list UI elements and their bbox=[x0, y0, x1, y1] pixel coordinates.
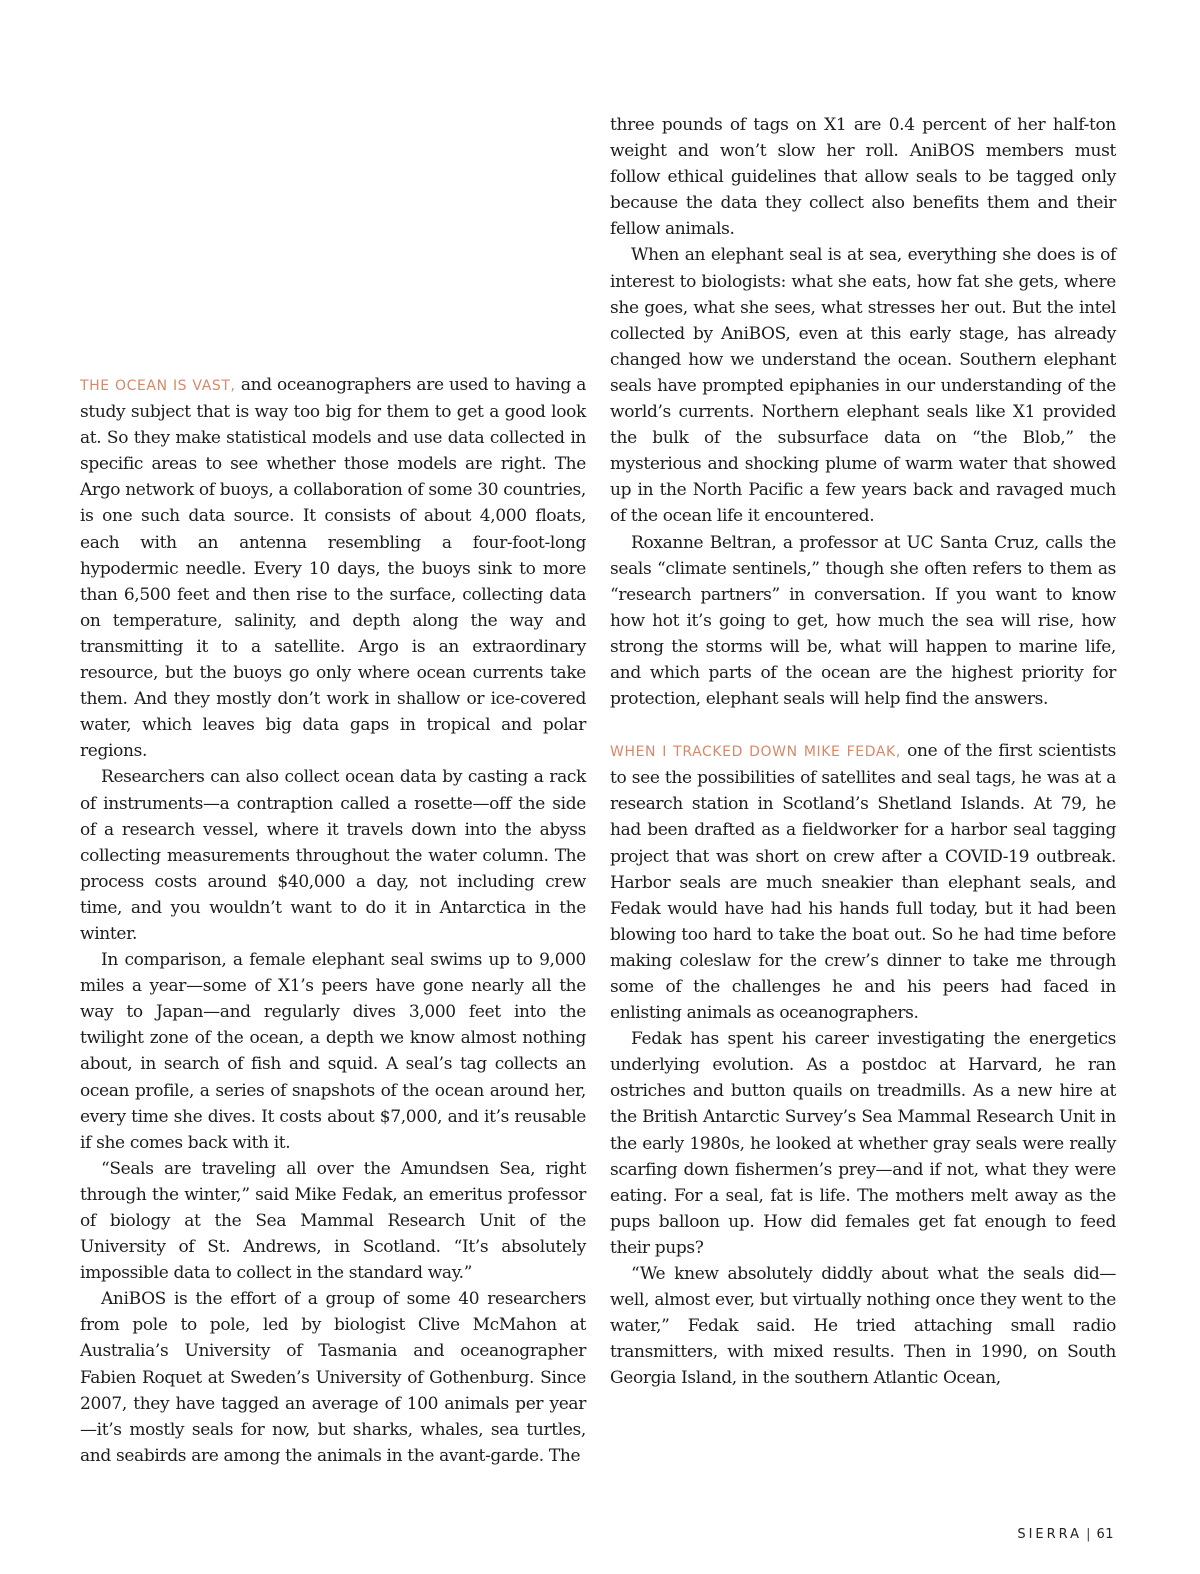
left-column bbox=[80, 372, 586, 1469]
right-column bbox=[610, 112, 1116, 1392]
section-lead-in: THE OCEAN IS VAST, bbox=[80, 378, 236, 394]
paragraph-text: one of the first scientists to see the possibilities of satellites and seal tags, he was at a research station in Scotland’s Shetland Islands. At 79, he had been drafted as a fieldworker for a harbor seal tagging project that was short on crew after a COVID-19 outbreak. Harbor seals are much sneakier than elephant seals, and Fedak would have had his hands full today, but it had been blowing too hard to take the boat out. So he had time before making coleslaw for the crew’s dinner to take me through some of the challenges he and his peers had faced in enlisting animals as oceanographers. bbox=[610, 741, 1116, 1024]
paragraph: three pounds of tags on X1 are 0.4 percent of her half-ton weight and won’t slow her roll. AniBOS members must follow ethical guidelines that allow seals to be tagged only because the data they collect also benefits them and their fellow animals. bbox=[610, 115, 1116, 240]
page-number: 61 bbox=[1096, 1527, 1114, 1542]
paragraph: Roxanne Beltran, a professor at UC Santa Cruz, calls the seals “climate sentinels,” though she often refers to them as “research partners” in conversation. If you want to know how hot it’s going to get, how much the sea will rise, how strong the storms will be, what will happen to marine life, and which parts of the ocean are the highest priority for protection, elephant seals will help find the answers. bbox=[610, 532, 1116, 710]
paragraph: “We knew absolutely diddly about what the seals did—well, almost ever, but virtually nothing once they went to the water,” Fedak said. He tried attaching small radio transmitters, with mixed results. Then in 1990, on South Georgia Island, in the southern Atlantic Ocean, bbox=[610, 1264, 1116, 1389]
paragraph: AniBOS is the effort of a group of some 40 researchers from pole to pole, led by biologist Clive McMahon at Australia’s University of Tasmania and oceanographer Fabien Roquet at Sweden’s University of Gothenburg. Since 2007, they have tagged an average of 100 animals per year—it’s mostly seals for now, but sharks, whales, sea turtles, and seabirds are among the animals in the avant-garde. The bbox=[80, 1289, 586, 1466]
paragraph: When an elephant seal is at sea, everything she does is of interest to biologists: what she eats, how fat she gets, where she goes, what she sees, what stresses her out. But the intel collected by AniBOS, even at this early stage, has already changed how we understand the ocean. Southern elephant seals have prompted epiphanies in our understanding of the world’s currents. Northern elephant seals like X1 provided the bulk of the subsurface data on “the Blob,” the mysterious and shocking plume of warm water that showed up in the North Pacific a few years back and ravaged much of the ocean life it encountered. bbox=[610, 245, 1116, 527]
section-lead-in: WHEN I TRACKED DOWN MIKE FEDAK, bbox=[610, 744, 901, 761]
page-footer bbox=[1017, 1527, 1114, 1542]
paragraph bbox=[610, 738, 1116, 1026]
paragraph: Fedak has spent his career investigating the energetics underlying evolution. As a postdoc at Harvard, he ran ostriches and button quails on treadmills. As a new hire at the British Antarctic Survey’s Sea Mammal Research Unit in the early 1980s, he looked at whether gray seals were really scarfing down fishermen’s prey—and if not, what they were eating. For a seal, fat is life. The mothers melt away as the pups balloon up. How did females get fat enough to feed their pups? bbox=[610, 1029, 1116, 1258]
paragraph: “Seals are traveling all over the Amundsen Sea, right through the winter,” said Mike Fedak, an emeritus professor of biology at the Sea Mammal Research Unit of the University of St. Andrews, in Scotland. “It’s absolutely impossible data to collect in the standard way.” bbox=[80, 1158, 586, 1284]
paragraph bbox=[80, 372, 586, 764]
paragraph: In comparison, a female elephant seal swims up to 9,000 miles a year—some of X1’s peers have gone nearly all the way to Japan—and regularly dives 3,000 feet into the twilight zone of the ocean, a depth we know almost nothing about, in search of fish and squid. A seal’s tag collects an ocean profile, a series of snapshots of the ocean around her, every time she dives. It costs about $7,000, and it’s reusable if she comes back with it. bbox=[80, 950, 586, 1153]
paragraph-text: and oceanographers are used to having a study subject that is way too big for them to get a good look at. So they make statistical models and use data collected in specific areas to see whether those models are right. The Argo network of buoys, a collaboration of some 30 countries, is one such data source. It consists of about 4,000 floats, each with an antenna resembling a four-foot-long hypodermic needle. Every 10 days, the buoys sink to more than 6,500 feet and then rise to the surface, collecting data on temperature, salinity, and depth along the way and transmitting it to a satellite. Argo is an extraordinary resource, but the buoys go only where ocean currents take them. And they mostly don’t work in shallow or ice-covered water, which leaves big data gaps in tropical and polar regions. bbox=[80, 375, 586, 762]
paragraph: Researchers can also collect ocean data by casting a rack of instruments—a contraption called a rosette—off the side of a research vessel, where it travels down into the abyss collecting measurements throughout the water column. The process costs around $40,000 a day, not including crew time, and you wouldn’t want to do it in Antarctica in the winter. bbox=[80, 767, 586, 944]
footer-separator: | bbox=[1086, 1527, 1091, 1542]
magazine-name: SIERRA bbox=[1017, 1527, 1083, 1542]
